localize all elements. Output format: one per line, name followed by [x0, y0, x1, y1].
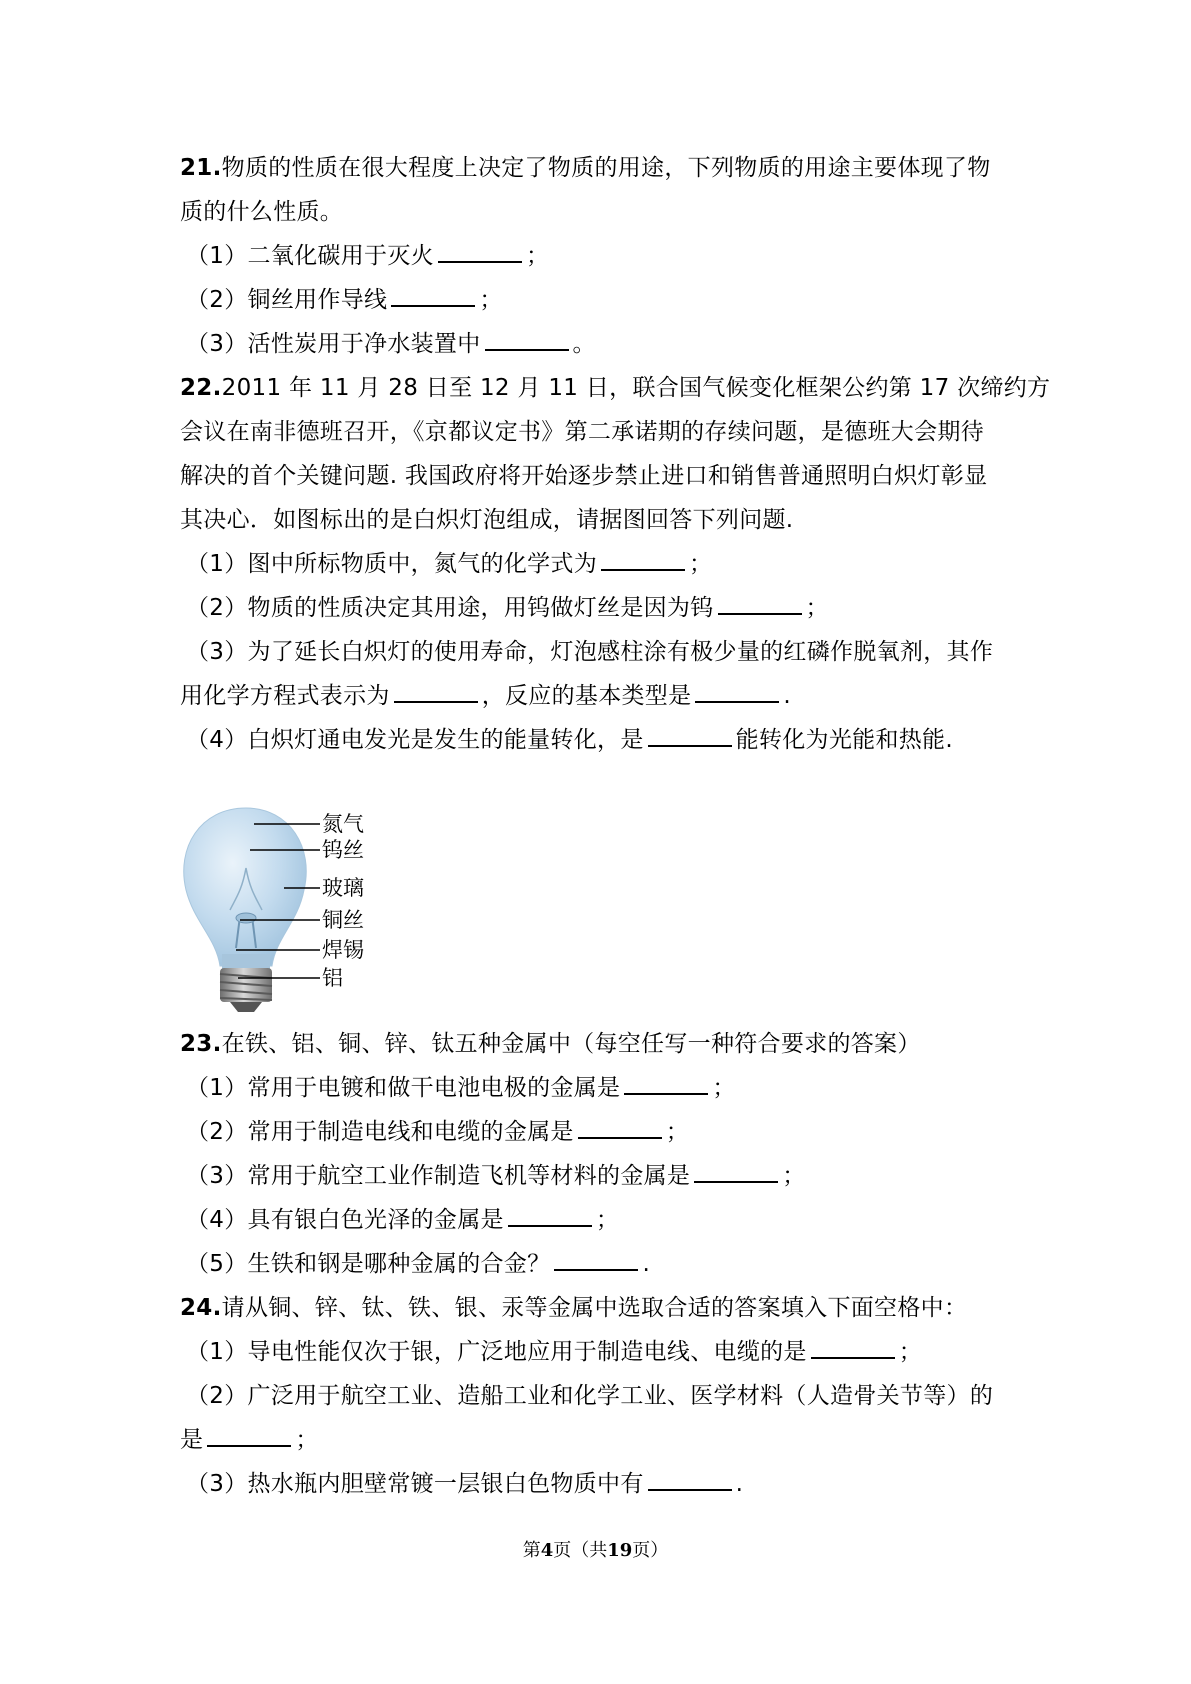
q23-number: 23.	[180, 1031, 222, 1057]
q22-item-4-suffix: 能转化为光能和热能.	[735, 727, 953, 753]
q24-stem	[180, 1286, 1020, 1330]
q24-item-3-text: （3）热水瓶内胆壁常镀一层银白色物质中有	[186, 1471, 644, 1497]
q22-stem-line-1	[180, 366, 1051, 410]
q24-item-3-suffix: .	[735, 1471, 744, 1497]
light-bulb-icon	[180, 798, 400, 1018]
label-copper-wire: 铜丝	[322, 908, 364, 932]
answer-blank[interactable]	[624, 1073, 708, 1095]
q22-stem-line-2	[180, 410, 1020, 454]
q22-item-3-text-2: 用化学方程式表示为	[180, 683, 390, 709]
q24-item-1	[186, 1330, 1026, 1374]
label-aluminum: 铝	[322, 966, 343, 990]
q24-item-1-suffix: ；	[898, 1339, 923, 1365]
q22-stem-line-4	[180, 498, 1020, 542]
q22-item-3-text-1: （3）为了延长白炽灯的使用寿命，灯泡感柱涂有极少量的红磷作脱氧剂，其作	[186, 639, 994, 665]
q21-number: 21.	[180, 155, 222, 181]
answer-blank[interactable]	[648, 1469, 732, 1491]
q23-item-3	[186, 1154, 1026, 1198]
q21-stem-line-2	[180, 190, 1020, 234]
q23-item-4	[186, 1198, 1026, 1242]
q24-item-2-text-2: 是	[180, 1427, 204, 1453]
q21-item-1-text: （1）二氧化碳用于灭火	[186, 243, 434, 269]
q24-item-2-line-1	[186, 1374, 1026, 1418]
q22-item-3-line-1	[186, 630, 1026, 674]
q22-item-2-text: （2）物质的性质决定其用途，用钨做灯丝是因为钨	[186, 595, 714, 621]
q22-stem-text-1: 2011 年 11 月 28 日至 12 月 11 日，联合国气候变化框架公约第 17 次缔约方	[221, 375, 1051, 401]
q22-item-3-line-2	[180, 674, 1020, 718]
answer-blank[interactable]	[438, 241, 522, 263]
q21-item-1-suffix: ；	[525, 243, 550, 269]
footer-total-pages: 19	[607, 1540, 633, 1561]
q22-item-2	[186, 586, 1026, 630]
q24-item-2-line-2	[180, 1418, 1020, 1462]
q24-item-2-suffix: ；	[295, 1427, 319, 1453]
light-bulb-figure	[180, 798, 400, 1018]
label-solder: 焊锡	[322, 938, 364, 962]
label-nitrogen: 氮气	[322, 812, 364, 836]
q24-item-2-text-1: （2）广泛用于航空工业、造船工业和化学工业、医学材料（人造骨关节等）的	[186, 1383, 994, 1409]
answer-blank[interactable]	[695, 681, 779, 703]
page-footer	[0, 1536, 1191, 1562]
answer-blank[interactable]	[554, 1249, 638, 1271]
q24-item-3	[186, 1462, 1026, 1506]
q21-stem-text-2: 质的什么性质。	[180, 199, 344, 225]
q21-item-3-text: （3）活性炭用于净水装置中	[186, 331, 481, 357]
answer-blank[interactable]	[391, 285, 475, 307]
footer-mid: 页（共	[553, 1540, 608, 1561]
label-glass: 玻璃	[322, 876, 364, 900]
answer-blank[interactable]	[648, 725, 732, 747]
q21-item-2-text: （2）铜丝用作导线	[186, 287, 388, 313]
q22-item-1-text: （1）图中所标物质中，氮气的化学式为	[186, 551, 598, 577]
q23-item-2-text: （2）常用于制造电线和电缆的金属是	[186, 1119, 574, 1145]
answer-blank[interactable]	[811, 1337, 895, 1359]
answer-blank[interactable]	[485, 329, 569, 351]
q23-item-5	[186, 1242, 1026, 1286]
q23-stem	[180, 1022, 1020, 1066]
q23-item-3-text: （3）常用于航空工业作制造飞机等材料的金属是	[186, 1163, 691, 1189]
q22-item-4-text: （4）白炽灯通电发光是发生的能量转化，是	[186, 727, 644, 753]
q24-stem-text: 请从铜、锌、钛、铁、银、汞等金属中选取合适的答案填入下面空格中：	[221, 1295, 968, 1321]
q23-item-3-suffix: ；	[782, 1163, 806, 1189]
footer-page-number: 4	[540, 1540, 554, 1561]
q23-item-1-text: （1）常用于电镀和做干电池电极的金属是	[186, 1075, 621, 1101]
q23-stem-text: 在铁、铝、铜、锌、钛五种金属中（每空任写一种符合要求的答案）	[221, 1031, 921, 1057]
q22-item-1-suffix: ；	[689, 551, 713, 577]
q21-item-2-suffix: ；	[479, 287, 503, 313]
q21-item-3	[186, 322, 1026, 366]
q21-stem-line-1	[180, 146, 1020, 190]
answer-blank[interactable]	[578, 1117, 662, 1139]
q22-stem-text-2: 会议在南非德班召开，《京都议定书》第二承诺期的存续问题，是德班大会期待	[180, 419, 984, 445]
answer-blank[interactable]	[207, 1425, 291, 1447]
q22-item-1	[186, 542, 1026, 586]
answer-blank[interactable]	[694, 1161, 778, 1183]
q21-item-1	[186, 234, 1026, 278]
q21-stem-text-1: 物质的性质在很大程度上决定了物质的用途，下列物质的用途主要体现了物	[221, 155, 991, 181]
q22-item-4	[186, 718, 1026, 762]
q21-item-3-suffix: 。	[572, 331, 596, 357]
q22-stem-line-3	[180, 454, 1020, 498]
q22-number: 22.	[180, 375, 222, 401]
q23-item-2-suffix: ；	[665, 1119, 690, 1145]
q23-item-4-text: （4）具有银白色光泽的金属是	[186, 1207, 504, 1233]
q22-item-2-suffix: ；	[805, 595, 829, 621]
answer-blank[interactable]	[394, 681, 478, 703]
q23-item-1-suffix: ；	[712, 1075, 736, 1101]
q23-item-2	[186, 1110, 1026, 1154]
q23-item-1	[186, 1066, 1026, 1110]
q21-item-2	[186, 278, 1026, 322]
q23-item-5-text: （5）生铁和钢是哪种金属的合金？	[186, 1251, 551, 1277]
footer-pre: 第	[522, 1540, 541, 1561]
q23-item-4-suffix: ；	[595, 1207, 620, 1233]
q23-item-5-suffix: .	[642, 1251, 651, 1277]
q22-item-3-text-3: ，反应的基本类型是	[481, 683, 692, 709]
q22-item-3-suffix: .	[783, 683, 792, 709]
answer-blank[interactable]	[718, 593, 802, 615]
q24-number: 24.	[180, 1295, 222, 1321]
footer-post: 页）	[632, 1540, 669, 1561]
answer-blank[interactable]	[508, 1205, 592, 1227]
q22-stem-text-3: 解决的首个关键问题. 我国政府将开始逐步禁止进口和销售普通照明白炽灯彰显	[180, 463, 988, 489]
answer-blank[interactable]	[601, 549, 685, 571]
q24-item-1-text: （1）导电性能仅次于银，广泛地应用于制造电线、电缆的是	[186, 1339, 807, 1365]
label-tungsten-wire: 钨丝	[322, 838, 364, 862]
q22-stem-text-4: 其决心．如图标出的是白炽灯泡组成，请据图回答下列问题.	[180, 507, 794, 533]
